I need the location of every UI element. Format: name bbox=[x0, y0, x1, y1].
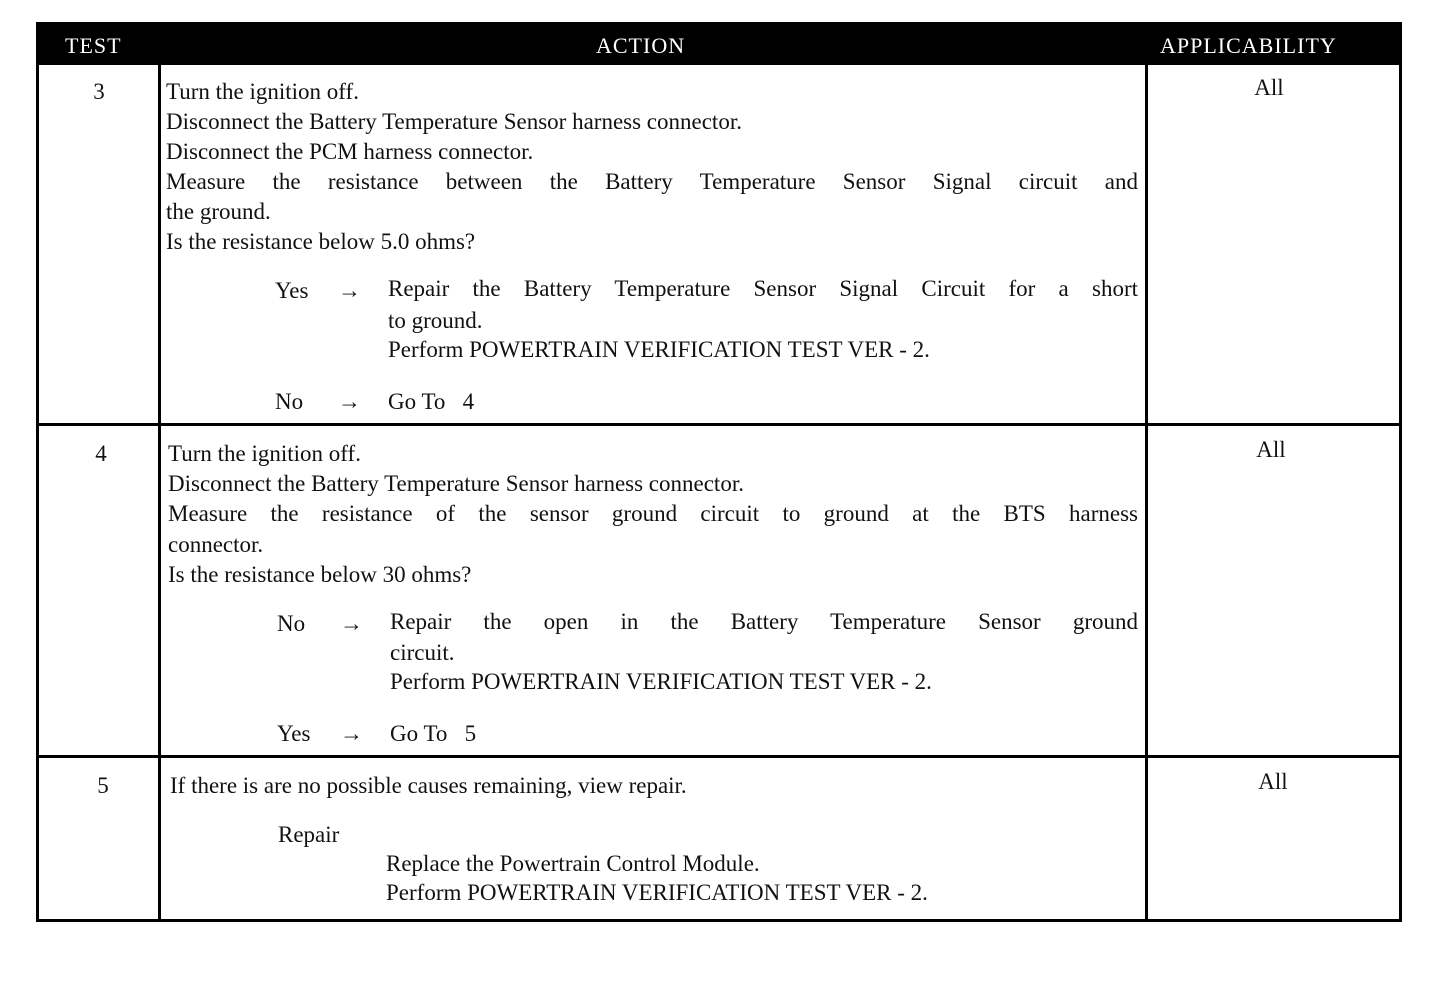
action-line: Disconnect the Battery Temperature Sensor harness connector. bbox=[168, 471, 744, 496]
header-action: ACTION bbox=[596, 33, 686, 58]
response-line: circuit. bbox=[390, 640, 455, 665]
response-label: Yes bbox=[275, 278, 309, 303]
right-arrow-icon: → bbox=[340, 611, 363, 636]
action-line: Is the resistance below 5.0 ohms? bbox=[166, 229, 476, 254]
response-line: Perform POWERTRAIN VERIFICATION TEST VER - 2. bbox=[388, 337, 930, 362]
repair-line: Replace the Powertrain Control Module. bbox=[386, 851, 760, 876]
applicability-value: All bbox=[1258, 769, 1288, 794]
right-arrow-icon: → bbox=[340, 721, 363, 746]
response-line: Repair the open in the Battery Temperature Sensor ground bbox=[390, 609, 1138, 634]
action-line: Disconnect the Battery Temperature Sensor harness connector. bbox=[166, 109, 742, 134]
action-line: connector. bbox=[168, 532, 264, 557]
response-line: Perform POWERTRAIN VERIFICATION TEST VER - 2. bbox=[390, 669, 932, 694]
response-line: Repair the Battery Temperature Sensor Signal Circuit for a short bbox=[388, 276, 1138, 301]
repair-label: Repair bbox=[278, 822, 340, 847]
response-label: Yes bbox=[277, 721, 311, 746]
action-line: Is the resistance below 30 ohms? bbox=[168, 562, 472, 587]
row-divider bbox=[39, 423, 1399, 426]
test-number: 4 bbox=[95, 441, 107, 466]
row-divider bbox=[39, 755, 1399, 758]
column-divider bbox=[158, 63, 161, 919]
action-line: the ground. bbox=[166, 199, 271, 224]
right-arrow-icon: → bbox=[338, 278, 361, 303]
diagnostic-table bbox=[36, 22, 1402, 922]
header-applicability: APPLICABILITY bbox=[1160, 33, 1337, 58]
action-line: Turn the ignition off. bbox=[168, 441, 361, 466]
action-line: Disconnect the PCM harness connector. bbox=[166, 139, 534, 164]
response-line: Go To 4 bbox=[388, 389, 475, 414]
action-line: Measure the resistance of the sensor ground circuit to ground at the BTS harness bbox=[168, 501, 1138, 526]
response-label: No bbox=[277, 611, 306, 636]
response-label: No bbox=[275, 389, 304, 414]
right-arrow-icon: → bbox=[338, 389, 361, 414]
action-line: If there is are no possible causes remaining, view repair. bbox=[170, 773, 687, 798]
action-line: Measure the resistance between the Battery Temperature Sensor Signal circuit and bbox=[166, 169, 1138, 194]
test-number: 5 bbox=[97, 773, 109, 798]
applicability-value: All bbox=[1254, 75, 1284, 100]
header-test: TEST bbox=[65, 33, 122, 58]
repair-line: Perform POWERTRAIN VERIFICATION TEST VER - 2. bbox=[386, 880, 928, 905]
applicability-value: All bbox=[1256, 437, 1286, 462]
column-divider bbox=[1145, 63, 1148, 919]
response-line: Go To 5 bbox=[390, 721, 477, 746]
table-header bbox=[39, 25, 1399, 65]
test-number: 3 bbox=[93, 79, 105, 104]
response-line: to ground. bbox=[388, 308, 483, 333]
action-line: Turn the ignition off. bbox=[166, 79, 359, 104]
